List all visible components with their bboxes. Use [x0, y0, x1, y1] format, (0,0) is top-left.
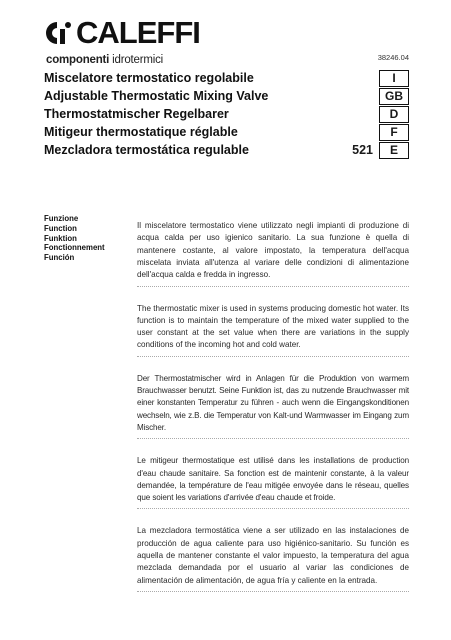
body-text	[137, 212, 409, 608]
section-label-es: Función	[44, 253, 75, 263]
title-row-fr	[44, 124, 409, 142]
brand-tagline	[46, 54, 163, 66]
title-german: Thermostatmischer Regelbarer	[44, 107, 229, 121]
title-italian: Miscelatore termostatico regolabile	[44, 71, 254, 85]
divider	[137, 508, 409, 509]
tagline-thin: idrotermici	[109, 54, 164, 66]
paragraph-english: The thermostatic mixer is used in systems producing domestic hot water. Its function is to maintain the temperature of the mixed water supplied to the user constant at the set value when there are variations in the supply conditions of the incoming hot and cold water.	[137, 303, 409, 350]
brand-name: CALEFFI	[76, 15, 200, 50]
paragraph-spanish: La mezcladora termostática viene a ser utilizado en las instalaciones de producción de agua caliente para uso higiénico-sanitario. Su función es aquella de mantener constante el valor impuesto, la temperatura del agua mezclada demandada por el usuario al variar las condiciones de alimentación de alimentación, de agua fría y caliente en la entrada.	[137, 526, 409, 585]
title-french: Mitigeur thermostatique réglable	[44, 125, 238, 139]
title-row-de	[44, 106, 409, 124]
lang-badge-fr: F	[379, 124, 409, 141]
lang-badge-de: D	[379, 106, 409, 123]
divider	[137, 438, 409, 439]
lang-badge-it: I	[379, 70, 409, 87]
title-block	[44, 70, 409, 160]
section-label-it: Funzione	[44, 214, 79, 223]
paragraph-german: Der Thermostatmischer wird in Anlagen für die Produktion von warmem Brauchwasser benutzt. Seine Funktion ist, das zu nutzende Brauchwasser mit einer konstanten Temperatur zu führen - auch wenn die Eingangskonditionen wechseln, wie z.B. die Temperatur von Kalt-und Warmwasser im Eingang zum Mischer.	[137, 373, 409, 432]
title-english: Adjustable Thermostatic Mixing Valve	[44, 89, 269, 103]
divider	[137, 356, 409, 357]
lang-badge-es: E	[379, 142, 409, 159]
paragraph-italian: Il miscelatore termostatico viene utilizzato negli impianti di produzione di acqua calda per uso igienico sanitario. La sua funzione è quella di mantenere costante, al valore impostato, la temperatura dell'acqua miscelata inviata all'utenza al variare delle condizioni di alimentazione dell'acqua calda e fredda in ingresso.	[137, 221, 409, 280]
model-number: 521	[352, 143, 373, 157]
section-label-gb: Function	[44, 223, 77, 233]
document-number: 38246.04	[377, 53, 409, 62]
section-label-de: Funktion	[44, 233, 77, 243]
title-row-es	[44, 142, 409, 160]
caleffi-logo	[44, 14, 214, 72]
caleffi-mark-icon	[44, 20, 72, 46]
lang-badge-gb: GB	[379, 88, 409, 105]
title-row-gb	[44, 88, 409, 106]
section-label-fr: Fonctionnement	[44, 243, 105, 253]
section-labels	[44, 214, 124, 263]
tagline-bold: componenti	[46, 54, 110, 66]
paragraph-french: Le mitigeur thermostatique est utilisé dans les installations de production d'eau chaude sanitaire. Sa fonction est de maintenir constante, à la valeur demandée, la température de l'eau mitigée envoyée dans le réseau, quelles que soient les variations d'arrivée d'eau chaude et froide.	[137, 456, 409, 503]
title-spanish: Mezcladora termostática regulable	[44, 143, 249, 157]
divider	[137, 591, 409, 592]
title-row-it	[44, 70, 409, 88]
divider	[137, 286, 409, 287]
